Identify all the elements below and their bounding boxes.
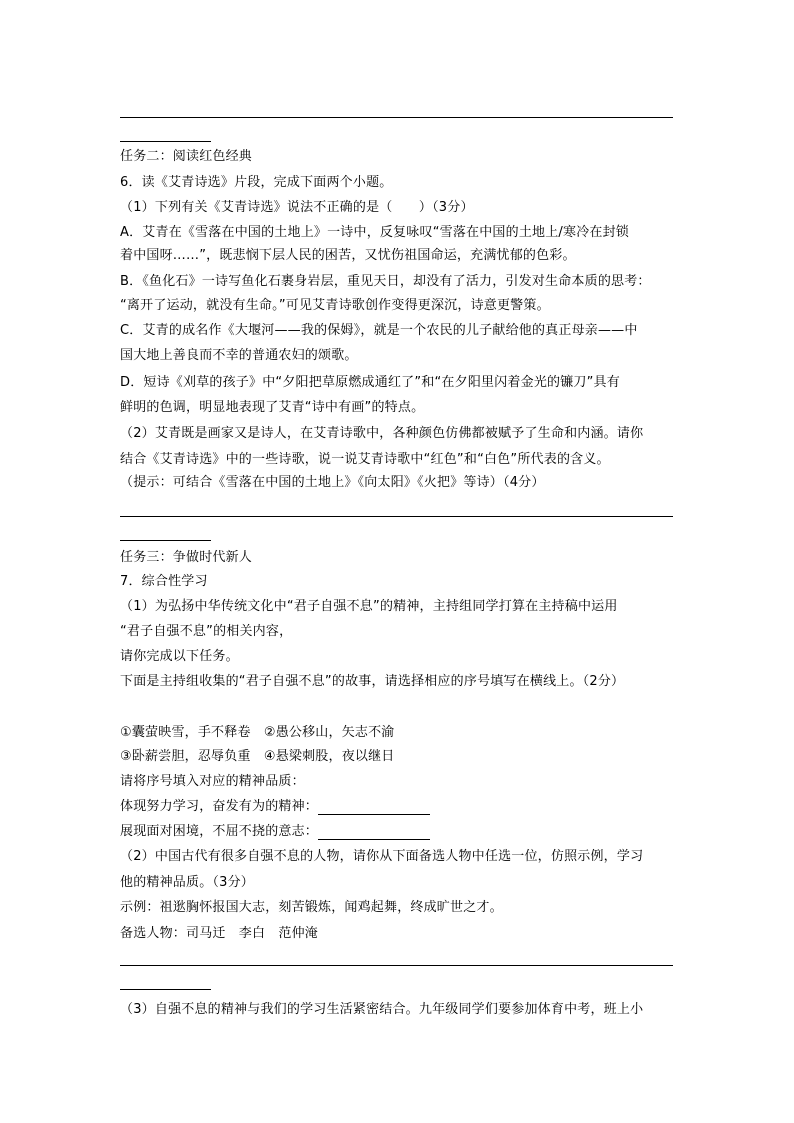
question-text: （1）为弘扬中华传统文化中“君子自强不息”的精神，主持组同学打算在主持稿中运用 (120, 599, 618, 614)
option-a: A．艾青在《雪落在中国的土地上》一诗中，反复咏叹“雪落在中国的土地上/寒冷在封锁 (120, 225, 630, 240)
question-text: 请你完成以下任务。 (120, 649, 239, 664)
answer-line (120, 965, 673, 966)
question-text: （3）自强不息的精神与我们的学习生活紧密结合。九年级同学们要参加体育中考，班上小 (120, 1002, 644, 1017)
section-title: 任务三：争做时代新人 (120, 550, 253, 565)
example-text: 示例：祖逖胸怀报国大志，刻苦锻炼，闻鸡起舞，终成旷世之才。 (120, 900, 503, 915)
fill-item (120, 799, 430, 815)
short-rule (120, 989, 211, 990)
option-c: 国大地上善良而不幸的普通农妇的颂歌。 (120, 348, 358, 363)
question-text: “君子自强不息”的相关内容， (120, 624, 293, 639)
short-rule (120, 141, 211, 142)
question-text: （2）艾青既是画家又是诗人，在艾青诗歌中，各种颜色仿佛都被赋予了生命和内涵。请你 (120, 426, 644, 441)
question-text: 6．读《艾青诗选》片段，完成下面两个小题。 (120, 175, 393, 190)
answer-blank[interactable] (318, 802, 430, 815)
answer-line (120, 117, 673, 118)
story-options: ①囊萤映雪，手不释卷 ②愚公移山，矢志不渝 (120, 725, 395, 740)
story-options: ③卧薪尝胆，忍辱负重 ④悬梁刺股，夜以继日 (120, 749, 395, 764)
question-text: 下面是主持组收集的“君子自强不息”的故事，请选择相应的序号填写在横线上。（2分） (120, 674, 625, 689)
fill-label: 展现面对困境，不屈不挠的意志： (120, 824, 319, 839)
question-text: 7．综合性学习 (120, 574, 208, 589)
fill-item (120, 824, 430, 840)
question-text: 请将序号填入对应的精神品质： (120, 774, 305, 789)
option-d: 鲜明的色调，明显地表现了艾青“诗中有画”的特点。 (120, 400, 425, 415)
candidates-text: 备选人物：司马迁 李白 范仲淹 (120, 926, 319, 941)
option-d: D．短诗《刈草的孩子》中“夕阳把草原燃成通红了”和“在夕阳里闪着金光的镰刀”具有 (120, 375, 620, 390)
question-text: 结合《艾青诗选》中的一些诗歌，说一说艾青诗歌中“红色”和“白色”所代表的含义。 (120, 452, 610, 467)
question-text: （2）中国古代有很多自强不息的人物，请你从下面备选人物中任选一位，仿照示例，学习 (120, 849, 644, 864)
option-b: B．《鱼化石》一诗写鱼化石裹身岩层，重见天日，却没有了活力，引发对生命本质的思考： (120, 274, 651, 289)
option-c: C．艾青的成名作《大堰河——我的保姆》，就是一个农民的儿子献给他的真正母亲——中 (120, 323, 638, 338)
short-rule (120, 540, 211, 541)
question-text: （1）下列有关《艾青诗选》说法不正确的是（ ）（3分） (120, 200, 474, 215)
question-text: （提示：可结合《雪落在中国的土地上》《向太阳》《火把》等诗）（4分） (120, 475, 545, 490)
answer-line (120, 516, 673, 517)
section-title: 任务二：阅读红色经典 (120, 149, 253, 164)
question-text: 他的精神品质。（3分） (120, 875, 254, 890)
answer-blank[interactable] (318, 827, 430, 840)
fill-label: 体现努力学习，奋发有为的精神： (120, 799, 319, 814)
option-a: 着中国呀……”，既悲悯下层人民的困苦，又忧伤祖国命运，充满忧郁的色彩。 (120, 248, 576, 263)
option-b: “离开了运动，就没有生命。”可见艾青诗歌创作变得更深沉，诗意更警策。 (120, 298, 550, 313)
